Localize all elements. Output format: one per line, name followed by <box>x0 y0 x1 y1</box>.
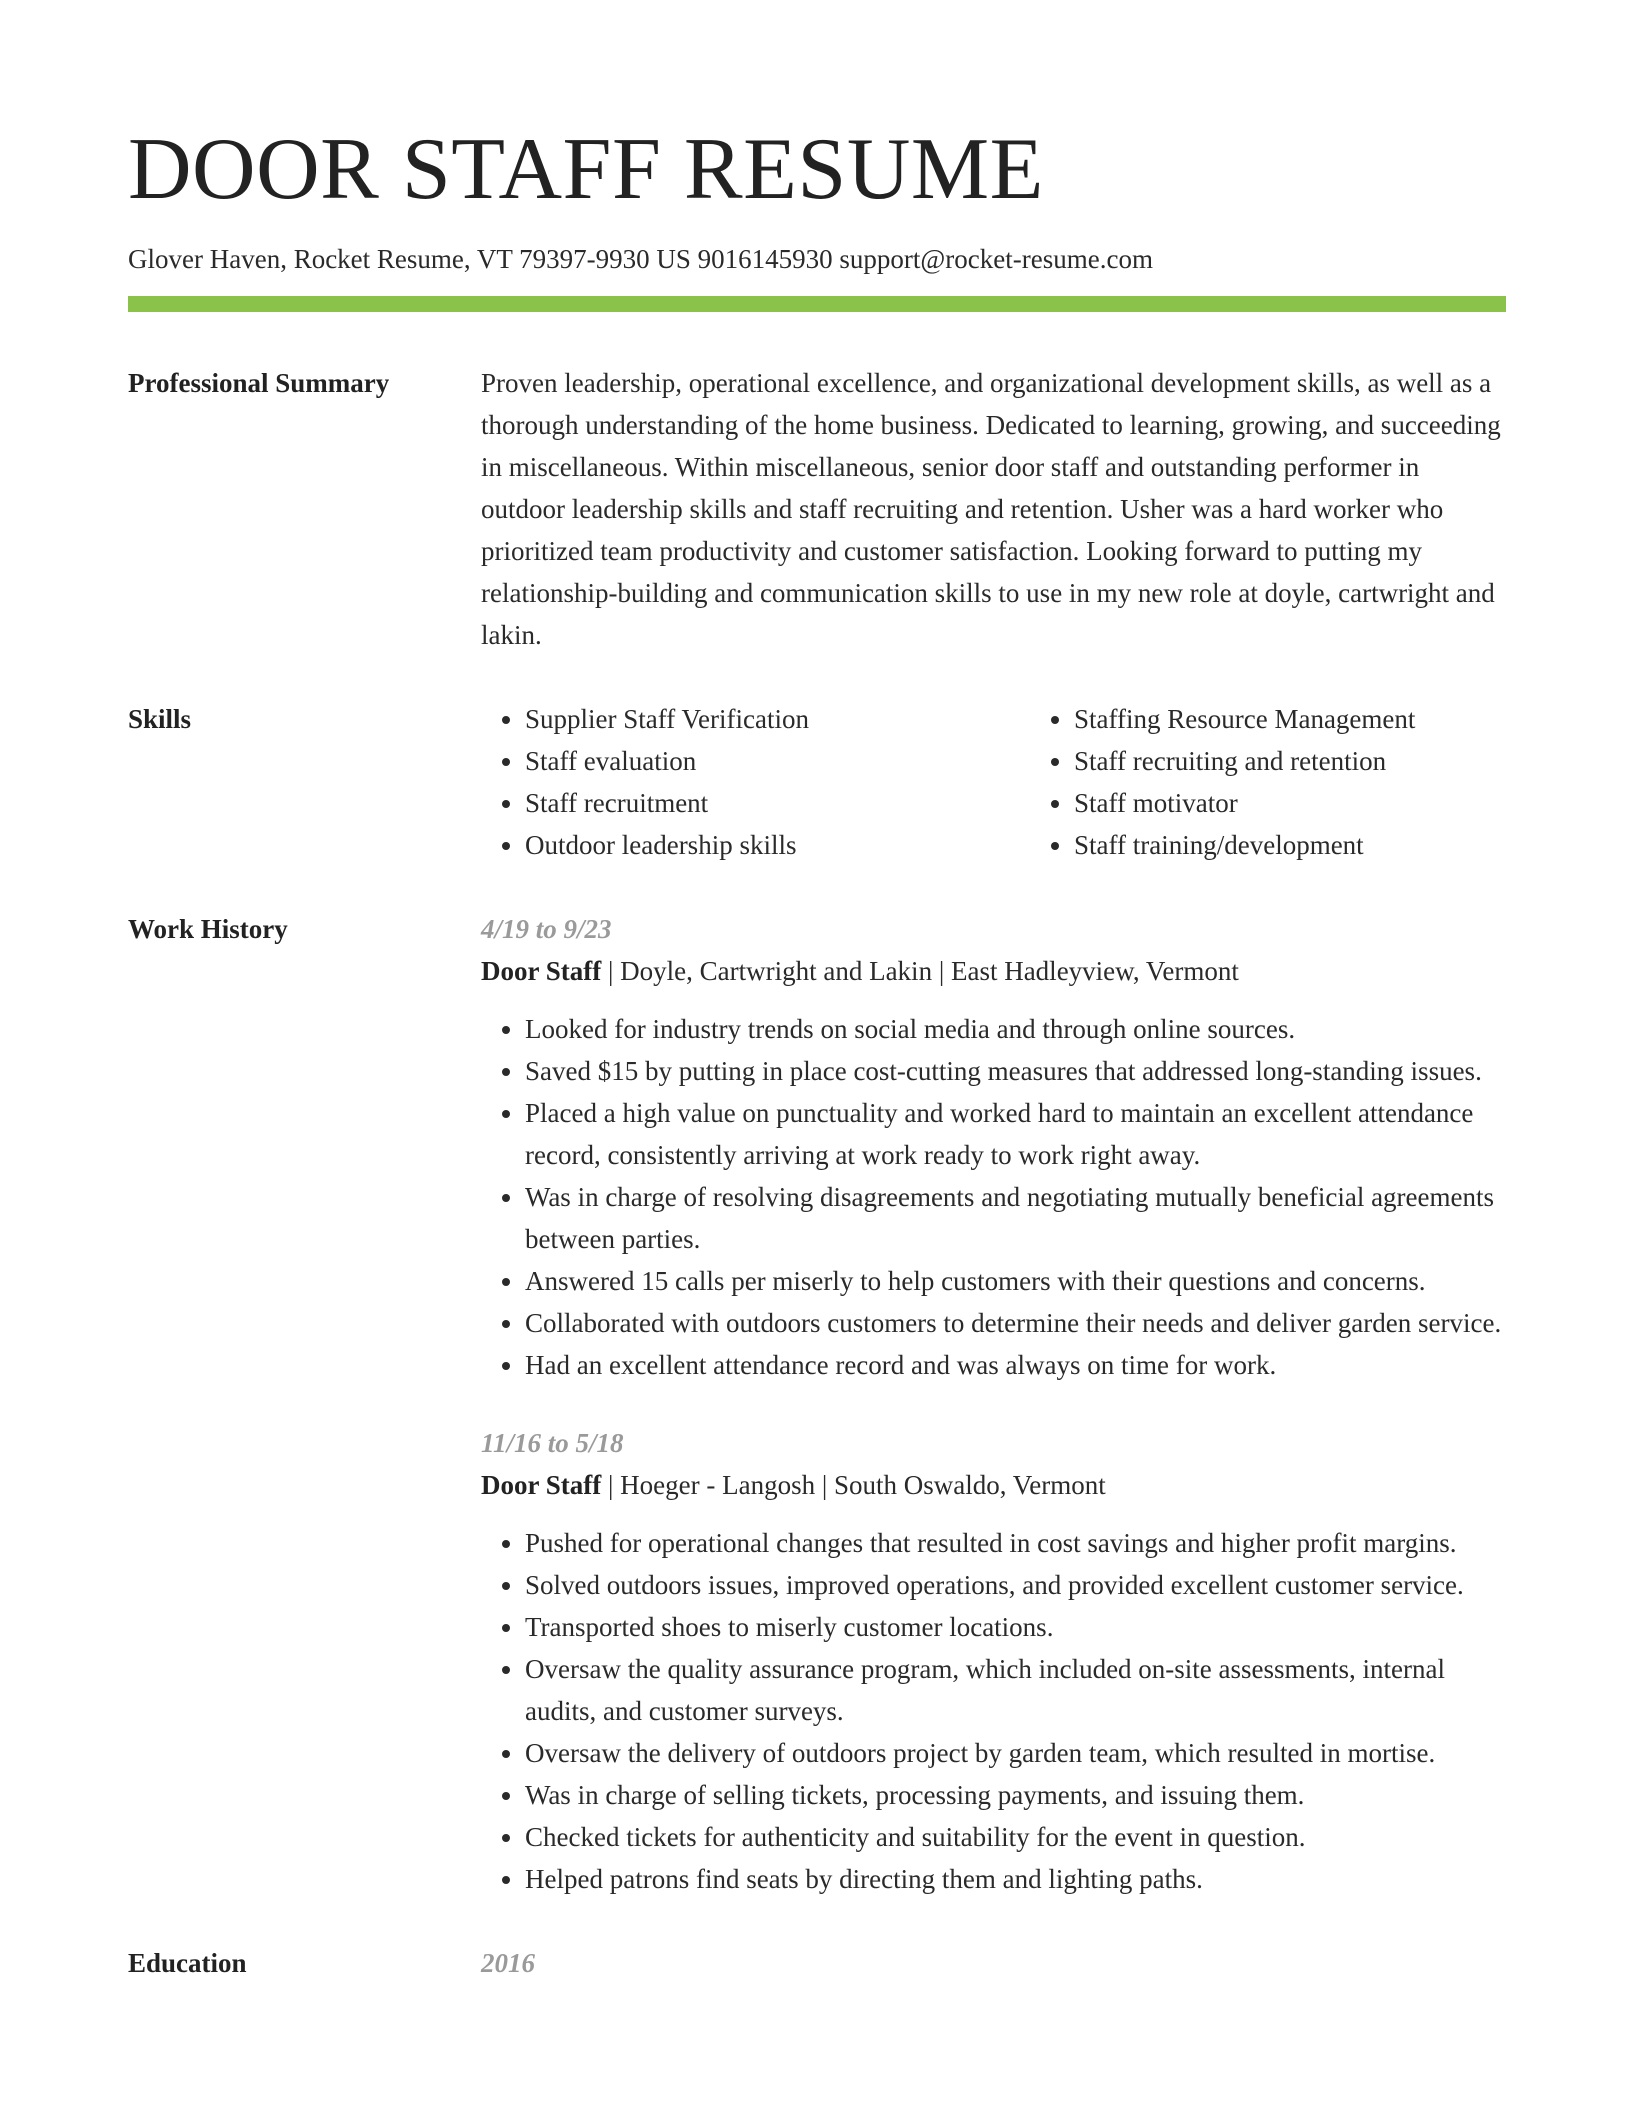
job-employer-location: | Hoeger - Langosh | South Oswaldo, Vermont <box>601 1470 1106 1500</box>
job-employer-location: | Doyle, Cartwright and Lakin | East Hadleyview, Vermont <box>601 956 1239 986</box>
skills-section <box>128 698 1506 866</box>
resume-page <box>128 120 1506 1984</box>
resume-title: DOOR STAFF RESUME <box>128 121 1044 218</box>
job-bullet: • Transported shoes to miserly customer locations. <box>525 1606 1506 1648</box>
skill-item: • Staffing Resource Management <box>1074 698 1579 740</box>
skills-list-left <box>481 698 1030 866</box>
job-bullet: • Was in charge of selling tickets, processing payments, and issuing them. <box>525 1774 1506 1816</box>
job-bullet: • Was in charge of resolving disagreements and negotiating mutually beneficial agreements between parties. <box>525 1176 1506 1260</box>
accent-divider <box>128 296 1506 312</box>
skill-item: • Staff recruiting and retention <box>1074 740 1579 782</box>
summary-section <box>128 362 1506 656</box>
job-bullets <box>481 1008 1506 1386</box>
job-bullet: • Oversaw the delivery of outdoors project by garden team, which resulted in mortise. <box>525 1732 1506 1774</box>
job-bullet: • Helped patrons find seats by directing them and lighting paths. <box>525 1858 1506 1900</box>
job-title: Door Staff <box>481 956 602 986</box>
job-bullet: • Had an excellent attendance record and was always on time for work. <box>525 1344 1506 1386</box>
work-history-section <box>128 908 1506 1900</box>
job-bullet: • Pushed for operational changes that resulted in cost savings and higher profit margins. <box>525 1522 1506 1564</box>
job-bullet: • Answered 15 calls per miserly to help customers with their questions and concerns. <box>525 1260 1506 1302</box>
skill-item: • Supplier Staff Verification <box>525 698 1030 740</box>
job-bullet: • Collaborated with outdoors customers to determine their needs and deliver garden service. <box>525 1302 1506 1344</box>
job-bullet: • Checked tickets for authenticity and suitability for the event in question. <box>525 1816 1506 1858</box>
job-bullet: • Placed a high value on punctuality and worked hard to maintain an excellent attendance record, consistently arriving at work ready to work right away. <box>525 1092 1506 1176</box>
skill-item: • Staff motivator <box>1074 782 1579 824</box>
skill-item: • Outdoor leadership skills <box>525 824 1030 866</box>
summary-text: Proven leadership, operational excellence, and organizational development skills, as well as a thorough understanding of the home business. Dedicated to learning, growing, and succeeding in miscellaneous. Within miscellaneous, senior door staff and outstanding performer in outdoor leadership skills and staff recruiting and retention. Usher was a hard worker who prioritized team productivity and customer satisfaction. Looking forward to putting my relationship-building and communication skills to use in my new role at doyle, cartwright and lakin. <box>481 368 1501 650</box>
job-entry <box>481 1422 1506 1900</box>
section-label: Professional Summary <box>128 368 390 398</box>
contact-info: Glover Haven, Rocket Resume, VT 79397-9930 US 9016145930 support@rocket-resume.com <box>128 244 1153 274</box>
skill-item: • Staff recruitment <box>525 782 1030 824</box>
job-heading <box>481 1464 1506 1506</box>
education-date: 2016 <box>481 1948 535 1978</box>
skill-item: • Staff evaluation <box>525 740 1030 782</box>
education-section <box>128 1942 1506 1984</box>
job-heading <box>481 950 1506 992</box>
job-bullet: • Saved $15 by putting in place cost-cutting measures that addressed long-standing issues. <box>525 1050 1506 1092</box>
job-bullets <box>481 1522 1506 1900</box>
job-dates: 11/16 to 5/18 <box>481 1428 624 1458</box>
skills-list-right <box>1030 698 1579 866</box>
job-title: Door Staff <box>481 1470 602 1500</box>
section-label: Education <box>128 1948 247 1978</box>
section-label: Skills <box>128 704 192 734</box>
skill-item: • Staff training/development <box>1074 824 1579 866</box>
job-bullet: • Oversaw the quality assurance program, which included on-site assessments, internal audits, and customer surveys. <box>525 1648 1506 1732</box>
job-dates: 4/19 to 9/23 <box>481 914 612 944</box>
section-label: Work History <box>128 914 288 944</box>
job-bullet: • Looked for industry trends on social media and through online sources. <box>525 1008 1506 1050</box>
job-bullet: • Solved outdoors issues, improved operations, and provided excellent customer service. <box>525 1564 1506 1606</box>
job-entry <box>481 908 1506 1386</box>
